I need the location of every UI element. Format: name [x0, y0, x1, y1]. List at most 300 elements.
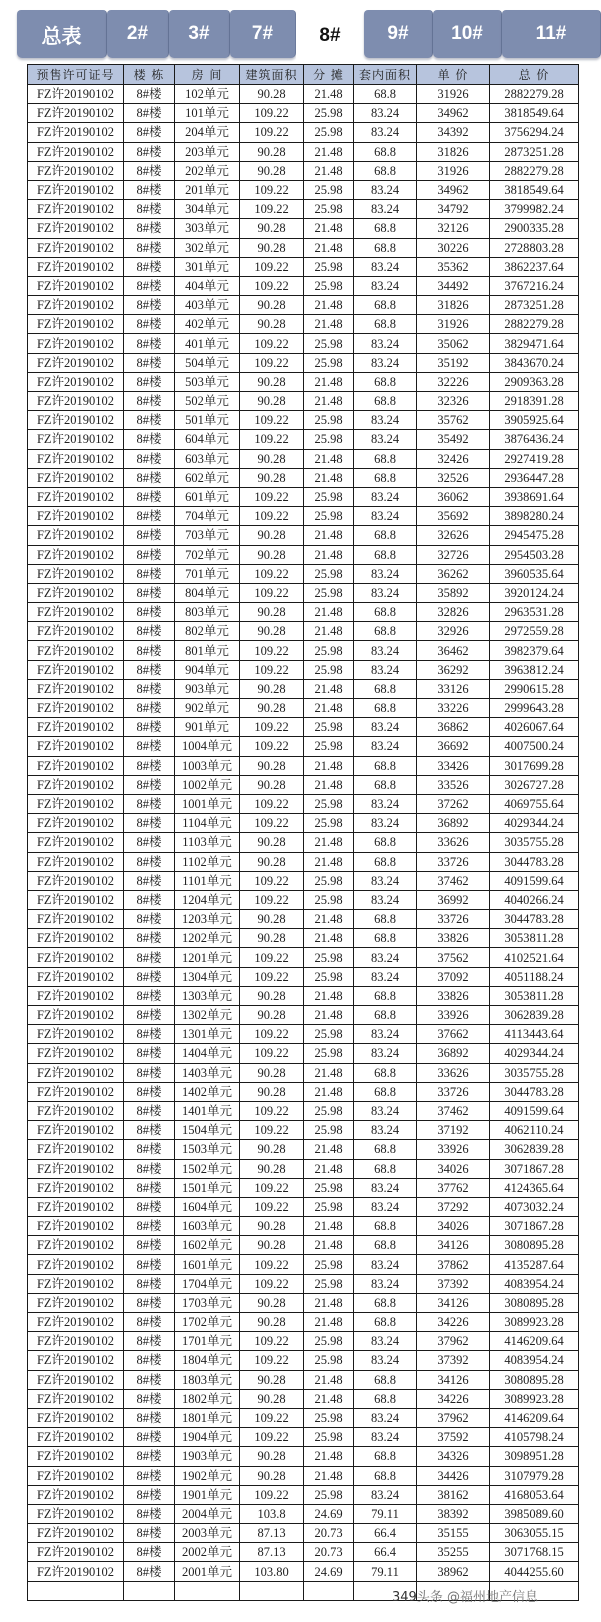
cell-building: 8#楼 [124, 1485, 175, 1504]
table-row [28, 699, 579, 718]
cell-building: 8#楼 [124, 967, 175, 986]
cell-total-price: 2882279.28 [490, 161, 579, 180]
cell-net-area: 68.8 [354, 929, 417, 948]
cell-gross-area: 90.28 [240, 142, 304, 161]
cell-gross-area: 90.28 [240, 1370, 304, 1389]
cell-building: 8#楼 [124, 123, 175, 142]
watermark-prefix: 349 [392, 1590, 417, 1605]
cell-permit: FZ许20190102 [28, 449, 124, 468]
cell-net-area: 83.24 [354, 257, 417, 276]
cell-unit-price: 34392 [417, 123, 490, 142]
table-row [28, 1044, 579, 1063]
cell-building: 8#楼 [124, 1351, 175, 1370]
cell-unit-price: 34026 [417, 1159, 490, 1178]
cell-permit: FZ许20190102 [28, 699, 124, 718]
table-row [28, 814, 579, 833]
cell-building: 8#楼 [124, 85, 175, 104]
cell-net-area: 83.24 [354, 276, 417, 295]
cell-permit: FZ许20190102 [28, 1082, 124, 1101]
cell-unit-price: 37762 [417, 1178, 490, 1197]
cell-net-area: 68.8 [354, 1370, 417, 1389]
cell-net-area: 83.24 [354, 641, 417, 660]
cell-permit: FZ许20190102 [28, 334, 124, 353]
table-row [28, 1447, 579, 1466]
cell-shared-area: 21.48 [304, 1082, 354, 1101]
table-row [28, 1543, 579, 1562]
cell-room: 302单元 [175, 238, 240, 257]
cell-permit: FZ许20190102 [28, 468, 124, 487]
cell-shared-area: 25.98 [304, 1485, 354, 1504]
cell-shared-area: 21.48 [304, 603, 354, 622]
cell-room: 701单元 [175, 564, 240, 583]
cell-building: 8#楼 [124, 1178, 175, 1197]
cell-gross-area: 90.28 [240, 219, 304, 238]
cell-total-price: 3062839.28 [490, 1140, 579, 1159]
cell-room: 101单元 [175, 104, 240, 123]
cell-permit: FZ许20190102 [28, 1121, 124, 1140]
cell-gross-area: 109.22 [240, 1044, 304, 1063]
cell-unit-price: 32426 [417, 449, 490, 468]
cell-total-price: 4083954.24 [490, 1274, 579, 1293]
cell-gross-area: 90.28 [240, 1140, 304, 1159]
cell-total-price: 4113443.64 [490, 1025, 579, 1044]
cell-unit-price: 37562 [417, 948, 490, 967]
cell-total-price: 4040266.24 [490, 890, 579, 909]
cell-gross-area: 90.28 [240, 526, 304, 545]
cell-unit-price: 35192 [417, 353, 490, 372]
table-row [28, 1408, 579, 1427]
cell-net-area: 79.11 [354, 1504, 417, 1523]
cell-total-price: 3818549.64 [490, 180, 579, 199]
table-row [28, 794, 579, 813]
cell-room: 1901单元 [175, 1485, 240, 1504]
cell-building: 8#楼 [124, 468, 175, 487]
cell-gross-area: 109.22 [240, 1274, 304, 1293]
cell-shared-area: 21.48 [304, 85, 354, 104]
cell-shared-area: 25.98 [304, 718, 354, 737]
cell-gross-area: 109.22 [240, 1255, 304, 1274]
cell-net-area: 83.24 [354, 948, 417, 967]
cell-net-area: 83.24 [354, 1274, 417, 1293]
cell-gross-area: 90.28 [240, 622, 304, 641]
cell-gross-area: 109.22 [240, 334, 304, 353]
cell-gross-area: 109.22 [240, 564, 304, 583]
cell-total-price: 4146209.64 [490, 1408, 579, 1427]
cell-gross-area: 109.22 [240, 737, 304, 756]
cell-building: 8#楼 [124, 353, 175, 372]
cell-gross-area: 90.28 [240, 1082, 304, 1101]
table-row [28, 871, 579, 890]
col-header-building: 楼 栋 [124, 65, 175, 85]
cell-net-area: 68.8 [354, 372, 417, 391]
table-row [28, 1082, 579, 1101]
cell-permit: FZ许20190102 [28, 1351, 124, 1370]
table-row [28, 200, 579, 219]
col-header-unit-price: 单 价 [417, 65, 490, 85]
cell-net-area: 68.8 [354, 1006, 417, 1025]
cell-permit: FZ许20190102 [28, 1140, 124, 1159]
cell-permit: FZ许20190102 [28, 871, 124, 890]
table-row [28, 929, 579, 948]
cell-building: 8#楼 [124, 775, 175, 794]
cell-unit-price: 33726 [417, 1082, 490, 1101]
table-row [28, 1101, 579, 1120]
cell-unit-price: 33826 [417, 929, 490, 948]
cell-permit: FZ许20190102 [28, 238, 124, 257]
col-header-room: 房 间 [175, 65, 240, 85]
cell-total-price: 4105798.24 [490, 1428, 579, 1447]
cell-permit: FZ许20190102 [28, 679, 124, 698]
cell-room: 1704单元 [175, 1274, 240, 1293]
cell-gross-area: 90.28 [240, 238, 304, 257]
cell-gross-area: 90.28 [240, 679, 304, 698]
cell-unit-price: 37962 [417, 1408, 490, 1427]
cell-shared-area: 25.98 [304, 104, 354, 123]
cell-permit: FZ许20190102 [28, 1006, 124, 1025]
cell-building: 8#楼 [124, 890, 175, 909]
cell-building: 8#楼 [124, 622, 175, 641]
cell-shared-area: 21.48 [304, 1140, 354, 1159]
cell-unit-price: 36892 [417, 1044, 490, 1063]
cell-building: 8#楼 [124, 545, 175, 564]
cell-building: 8#楼 [124, 699, 175, 718]
table-row [28, 123, 579, 142]
cell-gross-area: 90.28 [240, 1389, 304, 1408]
cell-permit: FZ许20190102 [28, 1217, 124, 1236]
cell-total-price: 3026727.28 [490, 775, 579, 794]
cell-unit-price: 33226 [417, 699, 490, 718]
cell-net-area: 68.8 [354, 679, 417, 698]
cell-gross-area: 87.13 [240, 1543, 304, 1562]
table-row [28, 986, 579, 1005]
cell-shared-area: 21.48 [304, 1217, 354, 1236]
cell-unit-price: 37462 [417, 1101, 490, 1120]
cell-net-area: 68.8 [354, 142, 417, 161]
cell-total-price: 3089923.28 [490, 1313, 579, 1332]
cell-shared-area: 21.48 [304, 1389, 354, 1408]
table-row [28, 1504, 579, 1523]
cell-gross-area: 109.22 [240, 1428, 304, 1447]
cell-unit-price: 34126 [417, 1293, 490, 1312]
cell-total-price: 3044783.28 [490, 852, 579, 871]
watermark [392, 1586, 538, 1605]
cell-room: 1802单元 [175, 1389, 240, 1408]
cell-net-area: 83.24 [354, 411, 417, 430]
cell-shared-area: 25.98 [304, 967, 354, 986]
cell-shared-area: 25.98 [304, 123, 354, 142]
cell-building: 8#楼 [124, 1370, 175, 1389]
table-row [28, 219, 579, 238]
cell-unit-price: 37462 [417, 871, 490, 890]
tab-building-11[interactable]: 11# [502, 10, 601, 58]
table-row [28, 1485, 579, 1504]
cell-unit-price: 35892 [417, 583, 490, 602]
cell-permit: FZ许20190102 [28, 1389, 124, 1408]
col-header-total-price: 总 价 [490, 65, 579, 85]
cell-shared-area: 21.48 [304, 622, 354, 641]
cell-building: 8#楼 [124, 526, 175, 545]
cell-gross-area: 109.22 [240, 948, 304, 967]
cell-shared-area: 25.98 [304, 871, 354, 890]
cell-permit: FZ许20190102 [28, 1524, 124, 1543]
cell-room: 1304单元 [175, 967, 240, 986]
cell-permit: FZ许20190102 [28, 775, 124, 794]
cell-unit-price: 37592 [417, 1428, 490, 1447]
cell-net-area: 83.24 [354, 1332, 417, 1351]
cell-permit: FZ许20190102 [28, 219, 124, 238]
cell-permit: FZ许20190102 [28, 718, 124, 737]
cell-permit: FZ许20190102 [28, 104, 124, 123]
cell-building: 8#楼 [124, 737, 175, 756]
cell-permit: FZ许20190102 [28, 257, 124, 276]
cell-room: 902单元 [175, 699, 240, 718]
cell-building: 8#楼 [124, 200, 175, 219]
cell-total-price: 3107979.28 [490, 1466, 579, 1485]
cell-shared-area: 21.48 [304, 545, 354, 564]
cell-building: 8#楼 [124, 641, 175, 660]
cell-room: 1803单元 [175, 1370, 240, 1389]
cell-unit-price: 33626 [417, 1063, 490, 1082]
cell-total-price: 2927419.28 [490, 449, 579, 468]
building-tabs [17, 10, 601, 60]
cell-shared-area: 21.48 [304, 315, 354, 334]
cell-gross-area: 109.22 [240, 1351, 304, 1370]
cell-total-price: 3829471.64 [490, 334, 579, 353]
cell-shared-area: 21.48 [304, 852, 354, 871]
cell-building: 8#楼 [124, 1447, 175, 1466]
tab-summary[interactable]: 总表 [17, 10, 107, 58]
cell-net-area: 79.11 [354, 1562, 417, 1581]
cell-net-area: 68.8 [354, 1313, 417, 1332]
table-row [28, 507, 579, 526]
cell-gross-area: 90.28 [240, 852, 304, 871]
table-row [28, 526, 579, 545]
cell-room: 1402单元 [175, 1082, 240, 1101]
table-row [28, 1428, 579, 1447]
cell-unit-price: 31926 [417, 85, 490, 104]
cell-shared-area: 25.98 [304, 814, 354, 833]
cell-room: 1104单元 [175, 814, 240, 833]
cell-room: 603单元 [175, 449, 240, 468]
cell-total-price: 3818549.64 [490, 104, 579, 123]
cell-net-area: 68.8 [354, 1466, 417, 1485]
cell-building: 8#楼 [124, 679, 175, 698]
cell-shared-area: 21.48 [304, 449, 354, 468]
cell-shared-area: 25.98 [304, 411, 354, 430]
cell-total-price: 2909363.28 [490, 372, 579, 391]
tab-building-2[interactable]: 2# [107, 10, 169, 58]
cell-building: 8#楼 [124, 1313, 175, 1332]
tab-building-9[interactable]: 9# [364, 10, 433, 58]
cell-room: 804单元 [175, 583, 240, 602]
cell-shared-area: 21.48 [304, 679, 354, 698]
cell-gross-area: 109.22 [240, 104, 304, 123]
cell-shared-area: 21.48 [304, 372, 354, 391]
cell-gross-area: 109.22 [240, 1025, 304, 1044]
cell-shared-area: 25.98 [304, 1351, 354, 1370]
table-row [28, 1524, 579, 1543]
cell-net-area: 66.4 [354, 1524, 417, 1543]
cell-shared-area: 25.98 [304, 1101, 354, 1120]
cell-net-area: 66.4 [354, 1543, 417, 1562]
cell-gross-area: 109.22 [240, 1101, 304, 1120]
cell-shared-area: 21.48 [304, 699, 354, 718]
cell-shared-area: 25.98 [304, 1274, 354, 1293]
cell-permit: FZ许20190102 [28, 353, 124, 372]
cell-gross-area: 109.22 [240, 411, 304, 430]
cell-permit: FZ许20190102 [28, 833, 124, 852]
tab-building-7[interactable]: 7# [230, 10, 296, 58]
cell-permit: FZ许20190102 [28, 929, 124, 948]
table-row [28, 104, 579, 123]
cell-permit: FZ许20190102 [28, 526, 124, 545]
tab-building-3[interactable]: 3# [169, 10, 230, 58]
cell-building: 8#楼 [124, 1217, 175, 1236]
cell-gross-area: 90.28 [240, 699, 304, 718]
cell-unit-price: 34126 [417, 1236, 490, 1255]
cell-room: 2001单元 [175, 1562, 240, 1581]
cell-net-area: 83.24 [354, 814, 417, 833]
cell-gross-area: 90.28 [240, 1313, 304, 1332]
cell-total-price: 3767216.24 [490, 276, 579, 295]
cell-gross-area: 90.28 [240, 1466, 304, 1485]
cell-net-area: 68.8 [354, 1236, 417, 1255]
cell-building: 8#楼 [124, 1332, 175, 1351]
table-header-row [28, 65, 579, 85]
cell-building: 8#楼 [124, 238, 175, 257]
cell-room: 1001单元 [175, 794, 240, 813]
cell-total-price: 3053811.28 [490, 986, 579, 1005]
cell-room: 402单元 [175, 315, 240, 334]
cell-building: 8#楼 [124, 1293, 175, 1312]
cell-shared-area: 25.98 [304, 890, 354, 909]
table-row [28, 1313, 579, 1332]
cell-building: 8#楼 [124, 1543, 175, 1562]
cell-room: 1303单元 [175, 986, 240, 1005]
cell-total-price: 3963812.24 [490, 660, 579, 679]
cell-room: 803单元 [175, 603, 240, 622]
cell-permit: FZ许20190102 [28, 1293, 124, 1312]
cell-building: 8#楼 [124, 161, 175, 180]
cell-building: 8#楼 [124, 1408, 175, 1427]
cell-building: 8#楼 [124, 449, 175, 468]
cell-net-area: 83.24 [354, 1408, 417, 1427]
cell-net-area: 68.8 [354, 392, 417, 411]
cell-building: 8#楼 [124, 833, 175, 852]
col-header-permit: 预售许可证号 [28, 65, 124, 85]
cell-gross-area: 87.13 [240, 1524, 304, 1543]
table-row [28, 833, 579, 852]
cell-total-price: 3071768.15 [490, 1543, 579, 1562]
cell-room: 601单元 [175, 487, 240, 506]
cell-unit-price: 36692 [417, 737, 490, 756]
cell-gross-area: 109.22 [240, 1485, 304, 1504]
cell-total-price: 4124365.64 [490, 1178, 579, 1197]
cell-room: 2002单元 [175, 1543, 240, 1562]
cell-gross-area: 109.22 [240, 871, 304, 890]
table-row [28, 583, 579, 602]
cell-permit: FZ许20190102 [28, 794, 124, 813]
cell-room: 704单元 [175, 507, 240, 526]
cell-net-area: 83.24 [354, 1178, 417, 1197]
cell-net-area: 68.8 [354, 1293, 417, 1312]
cell-permit: FZ许20190102 [28, 1562, 124, 1581]
cell-shared-area: 25.98 [304, 737, 354, 756]
table-row [28, 1121, 579, 1140]
cell-total-price: 3044783.28 [490, 910, 579, 929]
cell-gross-area: 109.22 [240, 583, 304, 602]
cell-total-price: 3985089.60 [490, 1504, 579, 1523]
cell-permit: FZ许20190102 [28, 1063, 124, 1082]
cell-unit-price: 32726 [417, 545, 490, 564]
cell-building: 8#楼 [124, 1389, 175, 1408]
cell-total-price: 3862237.64 [490, 257, 579, 276]
cell-permit: FZ许20190102 [28, 660, 124, 679]
cell-unit-price: 34126 [417, 1370, 490, 1389]
tab-building-10[interactable]: 10# [433, 10, 502, 58]
cell-net-area: 68.8 [354, 1063, 417, 1082]
cell-building: 8#楼 [124, 430, 175, 449]
cell-gross-area: 109.22 [240, 718, 304, 737]
cell-room: 1504单元 [175, 1121, 240, 1140]
footer-cell [28, 1581, 124, 1600]
cell-net-area: 83.24 [354, 507, 417, 526]
cell-building: 8#楼 [124, 1140, 175, 1159]
cell-permit: FZ许20190102 [28, 986, 124, 1005]
cell-total-price: 4083954.24 [490, 1351, 579, 1370]
cell-room: 203单元 [175, 142, 240, 161]
cell-unit-price: 31926 [417, 161, 490, 180]
cell-permit: FZ许20190102 [28, 200, 124, 219]
cell-unit-price: 35762 [417, 411, 490, 430]
cell-net-area: 68.8 [354, 1447, 417, 1466]
table-row [28, 487, 579, 506]
cell-total-price: 2954503.28 [490, 545, 579, 564]
cell-permit: FZ许20190102 [28, 622, 124, 641]
table-row [28, 967, 579, 986]
cell-shared-area: 21.48 [304, 526, 354, 545]
cell-room: 1302单元 [175, 1006, 240, 1025]
cell-total-price: 2900335.28 [490, 219, 579, 238]
cell-building: 8#楼 [124, 814, 175, 833]
cell-unit-price: 30226 [417, 238, 490, 257]
cell-shared-area: 21.48 [304, 775, 354, 794]
cell-gross-area: 109.22 [240, 257, 304, 276]
cell-shared-area: 24.69 [304, 1504, 354, 1523]
cell-room: 802单元 [175, 622, 240, 641]
cell-unit-price: 35155 [417, 1524, 490, 1543]
cell-total-price: 3876436.24 [490, 430, 579, 449]
cell-room: 301单元 [175, 257, 240, 276]
cell-permit: FZ许20190102 [28, 1428, 124, 1447]
footer-cell [124, 1581, 175, 1600]
cell-shared-area: 25.98 [304, 257, 354, 276]
cell-total-price: 2918391.28 [490, 392, 579, 411]
table-row [28, 1006, 579, 1025]
cell-room: 1204单元 [175, 890, 240, 909]
cell-room: 403单元 [175, 296, 240, 315]
cell-unit-price: 32526 [417, 468, 490, 487]
cell-total-price: 2945475.28 [490, 526, 579, 545]
cell-room: 504单元 [175, 353, 240, 372]
cell-gross-area: 109.22 [240, 487, 304, 506]
cell-unit-price: 36062 [417, 487, 490, 506]
tab-building-8[interactable]: 8# [296, 10, 364, 62]
cell-building: 8#楼 [124, 1025, 175, 1044]
cell-room: 1403单元 [175, 1063, 240, 1082]
cell-unit-price: 32626 [417, 526, 490, 545]
cell-total-price: 4062110.24 [490, 1121, 579, 1140]
